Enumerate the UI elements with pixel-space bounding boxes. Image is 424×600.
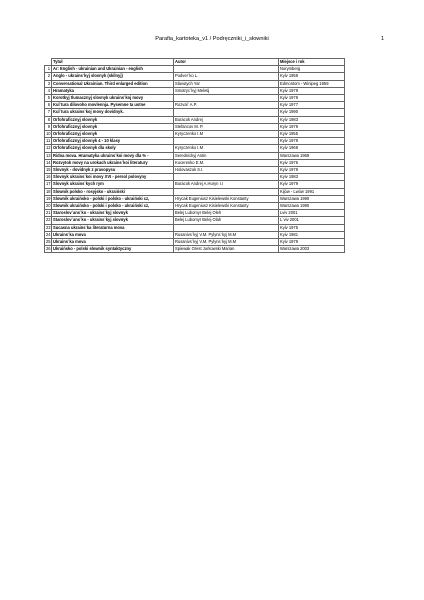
author-cell: Slavutych Yar	[174, 80, 279, 87]
row-number-cell: 15	[46, 167, 51, 173]
author-cell: Holovaszuk S.I.	[174, 167, 279, 174]
place-year-cell: Warszawa 1990	[279, 195, 345, 202]
author-cell	[174, 174, 279, 181]
row-number-cell: 12	[46, 145, 51, 151]
place-year-cell: Kyiv 1959	[279, 73, 345, 80]
title-cell: Ridna mova. Hramatyka ukrains`koi movy dla % -	[52, 152, 174, 159]
place-year-cell: Kyiv 1977	[279, 102, 345, 109]
row-number-cell: 24	[46, 231, 51, 237]
place-year-cell: Kyiv 1978	[279, 95, 345, 102]
title-cell: Slovnyk ukrains`kych rym	[52, 181, 174, 188]
author-cell: Hrycak Eugeniusz Kisielewski Konstanty	[174, 195, 279, 202]
title-cell: Slovnyk ukrains`koi movy XVI - persol polovyny	[52, 174, 174, 181]
author-cell: Buracok Andrej A.Huryn I.I	[174, 181, 279, 188]
catalog-table	[44, 58, 345, 253]
table-body	[45, 66, 345, 253]
place-year-cell: Kyiv 1978	[279, 138, 345, 145]
title-cell: Ukraińsko - polski słownik syntaktyczny	[52, 246, 174, 253]
author-cell: Rusanivs`kyj V.M. Pylyns`kyj M.M	[174, 231, 279, 238]
title-cell: Ukrains`ka mova	[52, 239, 174, 246]
place-year-cell: Kyiv 1979	[279, 123, 345, 130]
author-cell: Rozval` A.P.	[174, 102, 279, 109]
place-year-cell: Kyiv 1983	[279, 174, 345, 181]
place-year-cell: Warszawa 2003	[279, 246, 345, 253]
table-row	[45, 181, 345, 188]
table-row	[45, 195, 345, 202]
row-number-cell: 7	[45, 109, 52, 116]
title-cell: Anglo - ukrains`kyj slovnyk (skilnyj)	[52, 73, 174, 80]
row-number-cell: 25	[46, 239, 51, 245]
author-cell: Kyryczenko I.M	[174, 145, 279, 152]
place-year-cell: Warszawa 1969	[279, 152, 345, 159]
row-number-header	[45, 59, 52, 66]
author-cell	[174, 224, 279, 231]
author-cell: Buracok Andrej	[174, 116, 279, 123]
place-year-cell: Lviv 2001	[279, 210, 345, 217]
row-number-cell: 11	[46, 138, 51, 144]
place-year-cell: Kyiv 1955	[279, 131, 345, 138]
table-row	[45, 109, 345, 116]
table-row	[45, 116, 345, 123]
place-year-cell: Kijów - Lwów 1991	[279, 188, 345, 195]
title-cell: Slownik ukraińsko - polski i polsko - ukraiński cz,	[52, 195, 174, 202]
author-cell: Spiewak Orest Jurkowski Marian	[174, 246, 279, 253]
row-number-cell: 20	[46, 203, 51, 209]
table-row	[45, 210, 345, 217]
table-row	[45, 87, 345, 94]
table-row	[45, 73, 345, 80]
row-number-cell: 6	[45, 102, 52, 109]
author-cell: Kucerenko E.M.	[174, 159, 279, 166]
table-row	[45, 138, 345, 145]
title-cell: Slovnyk - dovidnyk z pravopysu	[52, 167, 174, 174]
page-header	[0, 36, 424, 46]
title-cell: Sucasna ukrains`ka literaturna mova	[52, 224, 174, 231]
place-year-cell: Kyiv 1979	[279, 239, 345, 246]
table-row	[45, 217, 345, 224]
author-cell	[174, 95, 279, 102]
row-number-cell: 26	[46, 246, 51, 252]
row-number-cell: 9	[45, 123, 52, 130]
title-cell: Orfohraficznyj slovnyk	[52, 123, 174, 130]
place-year-cell: Kyiv 1979	[279, 87, 345, 94]
row-number-cell: 1	[45, 66, 52, 73]
title-cell: Kul`tura dilovoho movlennja. Pysemne ta ustne	[52, 102, 174, 109]
place-year-cell: Edmontom - Winipeg 1959	[279, 80, 345, 87]
row-number-cell: 16	[46, 174, 51, 180]
column-header-author: Autor	[174, 59, 279, 66]
place-year-cell: Kyiv 1981	[279, 231, 345, 238]
table-row	[45, 239, 345, 246]
title-cell: Ukrains`ka mova	[52, 231, 174, 238]
row-number-cell: 4	[45, 87, 52, 94]
title-cell: Slownik ukraińsko - polski i polsko - ukraiński cz,	[52, 203, 174, 210]
place-year-cell: L`viv 2001	[279, 217, 345, 224]
table-row	[45, 167, 345, 174]
author-cell: Rusanivs`kyj V.M. Pylyns`kyj M.M	[174, 239, 279, 246]
author-cell	[174, 138, 279, 145]
title-cell: Hramatyka	[52, 87, 174, 94]
author-cell	[174, 66, 279, 73]
table-header-row	[45, 59, 345, 66]
row-number-cell: 19	[46, 195, 51, 201]
table-row	[45, 231, 345, 238]
author-cell	[174, 188, 279, 195]
place-year-cell: Norymberg	[279, 66, 345, 73]
author-cell: Belej Lubomyr Belej Oleh	[174, 210, 279, 217]
row-number-cell: 18	[46, 188, 51, 194]
table-row	[45, 159, 345, 166]
table-row	[45, 95, 345, 102]
table-row	[45, 246, 345, 253]
author-cell: Stefancov M. P.	[174, 123, 279, 130]
document-title: Parafia_kartoteka_v1 / Podręczniki_i_słowniki	[155, 36, 269, 42]
row-number-cell: 2	[45, 73, 52, 80]
title-cell: Rozvytok movy na urokach ukrains`koi literatury	[52, 159, 174, 166]
place-year-cell: Kyiv 1990	[279, 109, 345, 116]
row-number-cell: 5	[45, 95, 52, 102]
title-cell: Conversational Ukrainian. Third enlarged edition	[52, 80, 174, 87]
column-header-place-year: Miejsce i rok	[279, 59, 345, 66]
table-row	[45, 224, 345, 231]
title-cell: Staroslov`ans`ko - ukrains`kyj slovnyk	[52, 210, 174, 217]
page-number: 1	[381, 36, 385, 42]
place-year-cell: Kyiv 1976	[279, 159, 345, 166]
title-cell: Kul`tura ukrains`koj movy dovidnyk.	[52, 109, 174, 116]
place-year-cell: Warszawa 1990	[279, 203, 345, 210]
author-cell: Kyryczenko I.M	[174, 131, 279, 138]
row-number-cell: 10	[46, 131, 51, 137]
author-cell: Serednickyj Antin	[174, 152, 279, 159]
title-cell: Orfohraficznyj slovnyk	[52, 116, 174, 123]
place-year-cell: Kyiv 1983	[279, 116, 345, 123]
table-row	[45, 80, 345, 87]
row-number-cell: 3	[45, 80, 52, 87]
title-cell: Slownik polsko - rosyjsko - ukraiński	[52, 188, 174, 195]
title-cell: Staroslov`ans`ko - ukrains`kyj slovnyk	[52, 217, 174, 224]
place-year-cell: Kyiv 1968	[279, 145, 345, 152]
author-cell: Hrycak Eugeniusz Kisielewski Konstanty	[174, 203, 279, 210]
column-header-title: Tytuł	[52, 59, 174, 66]
table-row	[45, 123, 345, 130]
place-year-cell: Kyiv 1979	[279, 167, 345, 174]
author-cell: Smotryc`kyj Meletij	[174, 87, 279, 94]
row-number-cell: 13	[46, 152, 51, 158]
place-year-cell: Kyiv 1975	[279, 224, 345, 231]
row-number-cell: 17	[46, 181, 51, 187]
title-cell: Orfohraficznyj slovnyk 4 - 10 klasy	[52, 138, 174, 145]
table-row	[45, 145, 345, 152]
row-number-cell: 22	[46, 217, 51, 223]
row-number-cell: 14	[46, 159, 51, 165]
author-cell: Podver`ko L.	[174, 73, 279, 80]
table-row	[45, 174, 345, 181]
row-number-cell: 23	[46, 224, 51, 230]
place-year-cell: Kyiv 1979	[279, 181, 345, 188]
title-cell: Orfohraficznyj slovnyk dla skoly	[52, 145, 174, 152]
table-row	[45, 203, 345, 210]
table-row	[45, 102, 345, 109]
author-cell	[174, 109, 279, 116]
author-cell: Belej Lubomyr Belej Olah	[174, 217, 279, 224]
title-cell: Orfohraficznyj slovnyk	[52, 131, 174, 138]
row-number-cell: 8	[45, 116, 52, 123]
title-cell: Korotkyj tlumacznyj slovnyk ukrains`koj movy	[52, 95, 174, 102]
table-row	[45, 152, 345, 159]
table-row	[45, 131, 345, 138]
row-number-cell: 21	[46, 210, 51, 216]
title-cell: Ar: English - ukrainian and Ukrainian - english	[52, 66, 174, 73]
table-row	[45, 188, 345, 195]
table-row	[45, 66, 345, 73]
